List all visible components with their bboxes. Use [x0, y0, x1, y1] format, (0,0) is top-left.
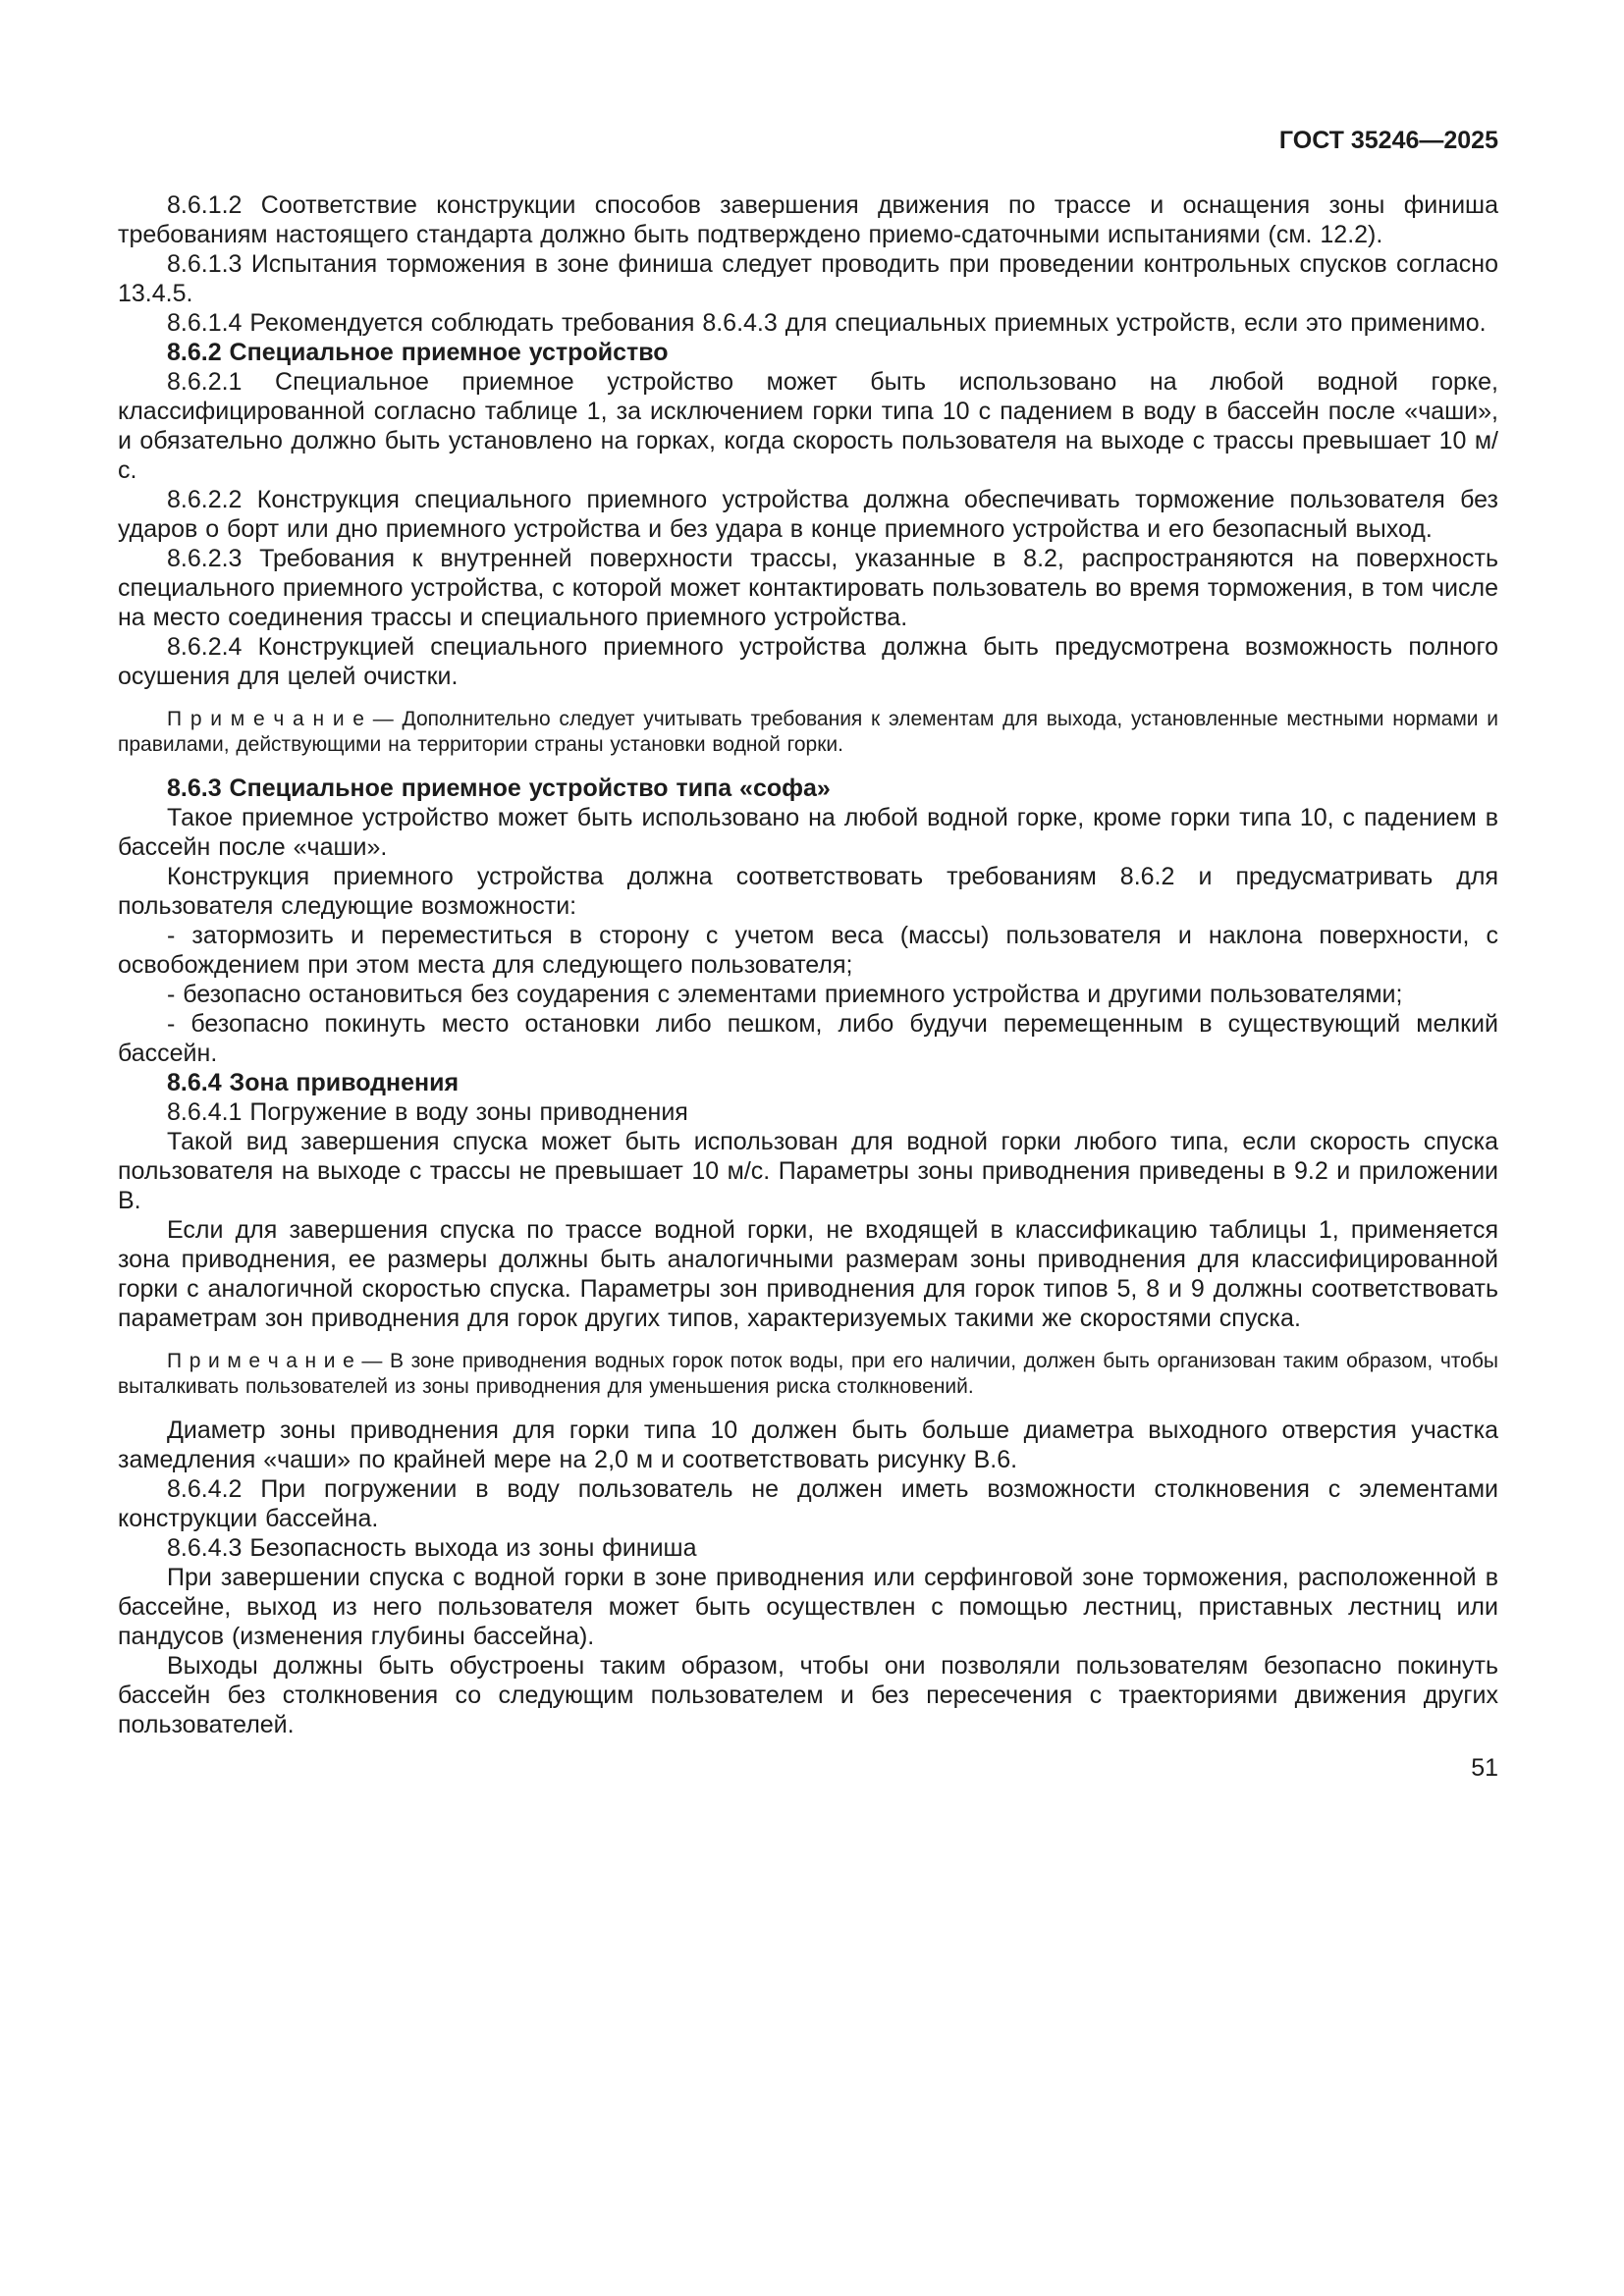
- body-paragraph: 8.6.2.1 Специальное приемное устройство может быть использовано на любой водной горке, классифицированной согласно таблице 1, за исключением горки типа 10 с падением в воду в бассейн после «чаши», и обязательно должно быть установлено на горках, когда скорость пользователя на выходе с трассы превышает 10 м/с.: [118, 368, 1498, 484]
- body-paragraph: Такое приемное устройство может быть использовано на любой водной горке, кроме горки типа 10, с падением в бассейн после «чаши».: [118, 804, 1498, 861]
- body-paragraph: - безопасно остановиться без соударения с элементами приемного устройства и другими пользователями;: [167, 981, 1403, 1008]
- note-paragraph: П р и м е ч а н и е — Дополнительно следует учитывать требования к элементам для выхода, установленные местными нормами и правилами, действующими на территории страны установки водной горки.: [118, 708, 1498, 756]
- page-footer: [118, 1753, 1498, 1783]
- section-heading: 8.6.3 Специальное приемное устройство типа «софа»: [167, 774, 831, 802]
- body-paragraph: 8.6.2.3 Требования к внутренней поверхности трассы, указанные в 8.2, распространяются на поверхность специального приемного устройства, с которой может контактировать пользователь во время торможения, в том числе на место соединения трассы и специального приемного устройства.: [118, 545, 1498, 631]
- page-number: 51: [1471, 1754, 1498, 1782]
- body-paragraph: - затормозить и переместиться в сторону с учетом веса (массы) пользователя и наклона поверхности, с освобождением при этом места для следующего пользователя;: [118, 922, 1498, 979]
- body-paragraph: 8.6.4.3 Безопасность выхода из зоны финиша: [167, 1534, 697, 1562]
- body-paragraph: Такой вид завершения спуска может быть использован для водной горки любого типа, если скорость спуска пользователя на выходе с трассы не превышает 10 м/с. Параметры зоны приводнения приведены в 9.2 и приложении В.: [118, 1128, 1498, 1214]
- body-paragraph: Конструкция приемного устройства должна соответствовать требованиям 8.6.2 и предусматривать для пользователя следующие возможности:: [118, 863, 1498, 920]
- body-paragraph: - безопасно покинуть место остановки либо пешком, либо будучи перемещенным в существующий мелкий бассейн.: [118, 1010, 1498, 1067]
- body-paragraph: 8.6.4.2 При погружении в воду пользователь не должен иметь возможности столкновения с элементами конструкции бассейна.: [118, 1475, 1498, 1532]
- doc-number: ГОСТ 35246—2025: [1278, 127, 1498, 154]
- body-paragraph: 8.6.1.4 Рекомендуется соблюдать требования 8.6.4.3 для специальных приемных устройств, если это применимо.: [167, 309, 1487, 337]
- document-header: [118, 126, 1498, 155]
- section-heading: 8.6.2 Специальное приемное устройство: [167, 339, 669, 366]
- body-paragraph: 8.6.1.3 Испытания торможения в зоне финиша следует проводить при проведении контрольных спусков согласно 13.4.5.: [118, 250, 1498, 307]
- body-paragraph: Если для завершения спуска по трассе водной горки, не входящей в классификацию таблицы 1, применяется зона приводнения, ее размеры должны быть аналогичными размерам зоны приводнения для классифицированной горки с аналогичной скоростью спуска. Параметры зон приводнения для горок типов 5, 8 и 9 должны соответствовать параметрам зон приводнения для горок других типов, характеризуемых такими же скоростями спуска.: [118, 1216, 1498, 1332]
- body-paragraph: 8.6.1.2 Соответствие конструкции способов завершения движения по трассе и оснащения зоны финиша требованиям настоящего стандарта должно быть подтверждено приемо-сдаточными испытаниями (см. 12.2).: [118, 191, 1498, 248]
- section-heading: 8.6.4 Зона приводнения: [167, 1069, 460, 1096]
- body-paragraph: Диаметр зоны приводнения для горки типа 10 должен быть больше диаметра выходного отверстия участка замедления «чаши» по крайней мере на 2,0 м и соответствовать рисунку В.6.: [118, 1416, 1498, 1473]
- body-paragraph: При завершении спуска с водной горки в зоне приводнения или серфинговой зоне торможения, расположенной в бассейне, выход из него пользователя может быть осуществлен с помощью лестниц, приставных лестниц или пандусов (изменения глубины бассейна).: [118, 1564, 1498, 1650]
- body-paragraph: 8.6.4.1 Погружение в воду зоны приводнения: [167, 1098, 688, 1126]
- body-paragraph: Выходы должны быть обустроены таким образом, чтобы они позволяли пользователям безопасно покинуть бассейн без столкновения со следующим пользователем и без пересечения с траекториями движения других пользователей.: [118, 1652, 1498, 1738]
- body-paragraph: 8.6.2.2 Конструкция специального приемного устройства должна обеспечивать торможение пользователя без ударов о борт или дно приемного устройства и без удара в конце приемного устройства и его безопасный выход.: [118, 486, 1498, 543]
- body-paragraph: 8.6.2.4 Конструкцией специального приемного устройства должна быть предусмотрена возможность полного осушения для целей очистки.: [118, 633, 1498, 690]
- document-body: [118, 190, 1498, 1739]
- note-paragraph: П р и м е ч а н и е — В зоне приводнения водных горок поток воды, при его наличии, должен быть организован таким образом, чтобы выталкивать пользователей из зоны приводнения для уменьшения риска столкновений.: [118, 1350, 1498, 1398]
